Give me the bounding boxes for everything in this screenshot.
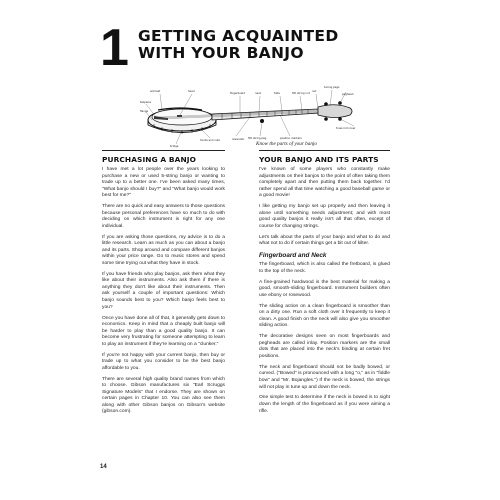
paragraph: If you're not happy with your current banjo, then buy or trade up to what you consider to be the best banjo affordable to you.	[102, 352, 225, 371]
banjo-parts-figure	[140, 82, 360, 160]
label-flange: flange	[140, 110, 149, 113]
paragraph: If you are asking those questions, my advice is to do a little research. Learn as much as you can about a banjo and its parts. Shop around and compare different banjos within your price range. Go to music stores and spend some time trying out what they have in stock.	[102, 234, 225, 266]
label-tuning-pegs: tuning pegs	[324, 86, 340, 89]
label-head: head	[188, 90, 195, 93]
paragraph: If you have friends who play banjos, ask them what they like about their instruments. Also ask them if there is anything they don't like about their instruments. Then ask yourself a couple of important questions: Which banjo sounds best to you? Which banjo feels best to you?	[102, 271, 225, 310]
label-frets: frets	[274, 92, 280, 95]
paragraph: The fingerboard, which is also called the fretboard, is glued to the top of the neck.	[259, 262, 390, 274]
banjo-peghead-shape	[318, 105, 352, 118]
label-bridge: bridge	[170, 145, 179, 148]
chapter-number: 1	[100, 19, 129, 77]
paragraph: The decorative designs seen on most fingerboards and pegheads are called inlay. Position markers are the small dots that are placed into the neck's binding at certain fret positions.	[259, 334, 390, 359]
paragraph: I've known of some players who constantly make adjustments on their banjos to the point of often taking them completely apart and then putting them back together. I'd rather spend all that time watching a good baseball game or a good movie!	[259, 167, 390, 199]
paragraph: There are several high quality brand names from which to choose. Gibson manufactures six "Earl Scruggs Signature Models" that I endorse. They are shown on certain pages in Chapter 10. You can also see them along with other Gibson banjos on Gibson's website (gibson.com).	[102, 376, 225, 415]
banjo-illustration	[140, 82, 360, 152]
paragraph: There are no quick and easy answers to those questions because personal preferences have so much to do with deciding on which instrument is right for any one individual.	[102, 204, 225, 229]
left-column	[102, 155, 225, 420]
label-tailpiece: tailpiece	[140, 101, 152, 104]
paragraph: The sliding action on a clean fingerboard is smoother than on a dirty one. Run a soft cloth over it frequently to keep it clean. A good finish on the neck will also give you smoother sliding action.	[259, 303, 390, 329]
label-resonator: resonator	[232, 138, 245, 141]
label-fingerboard: fingerboard	[230, 92, 246, 95]
right-column	[259, 155, 390, 419]
chapter-title-line-2: WITH YOUR BANJO	[138, 44, 304, 62]
label-neck: neck	[255, 92, 262, 95]
label-armrest: armrest	[150, 90, 161, 93]
section-heading-parts: YOUR BANJO AND ITS PARTS	[259, 155, 379, 164]
subheading-fingerboard-neck: Fingerboard and Neck	[259, 252, 327, 260]
label-fifth-string-peg: 5th string peg	[248, 137, 267, 140]
label-hooks-and-nuts: hooks and nuts	[200, 139, 220, 142]
paragraph: I have met a lot people over the years looking to purchase a new or used 5-string banjo or wanting to trade up to a better one. I've been asked many times, "What banjo should I buy?" and "What banjo would work best for me?"	[102, 167, 225, 199]
chapter-title-line-1: GETTING ACQUAINTED	[138, 27, 339, 45]
label-fifth-string-nut: 5th string nut	[292, 92, 310, 95]
label-nut: nut	[312, 90, 317, 93]
paragraph: One simple test to determine if the neck is bowed is to sight down the length of the fingerboard as if you were aiming a rifle.	[259, 395, 390, 414]
label-truss-rod-cover: truss rod cover	[336, 127, 356, 130]
section-heading-purchasing: PURCHASING A BANJO	[102, 155, 196, 164]
paragraph: I like getting my banjo set up properly and then leaving it alone until something needs adjustment; and with most good quality banjos it really isn't all that often, except of course for changing strings.	[259, 204, 390, 229]
paragraph: A fine-grained hardwood is the best material for making a good, smooth-sliding fingerboard. Instrument builders often use ebony or rosewood.	[259, 279, 390, 298]
paragraph: Once you have done all of that, it generally gets down to economics. Keep in mind that a cheaply built banjo will be harder to play than a good quality banjo. It can become very frustrating for someone attempting to learn to play an instrument if they're learning on a "clunker."	[102, 315, 225, 347]
left-column-rule	[102, 150, 225, 151]
right-column-rule	[259, 150, 390, 151]
page-number: 14	[100, 464, 107, 470]
chapter-title	[138, 28, 438, 62]
paragraph: Let's talk about the parts of your banjo and what to do and what not to do if certain things get a bit out of kilter.	[259, 234, 390, 247]
figure-caption: Know the parts of your banjo	[256, 141, 317, 147]
banjo-fifth-peg-shape	[260, 119, 264, 123]
paragraph: The neck and fingerboard should not be badly bowed, or curved. ("Bowed" is pronounced with a long "o," as in "fiddle bow" and "Mr. Bojangles.") If the neck is bowed, the strings will not play in tune up and down the neck.	[259, 364, 390, 390]
label-peghead: peghead	[342, 93, 354, 96]
label-position-markers: position markers	[280, 137, 302, 140]
